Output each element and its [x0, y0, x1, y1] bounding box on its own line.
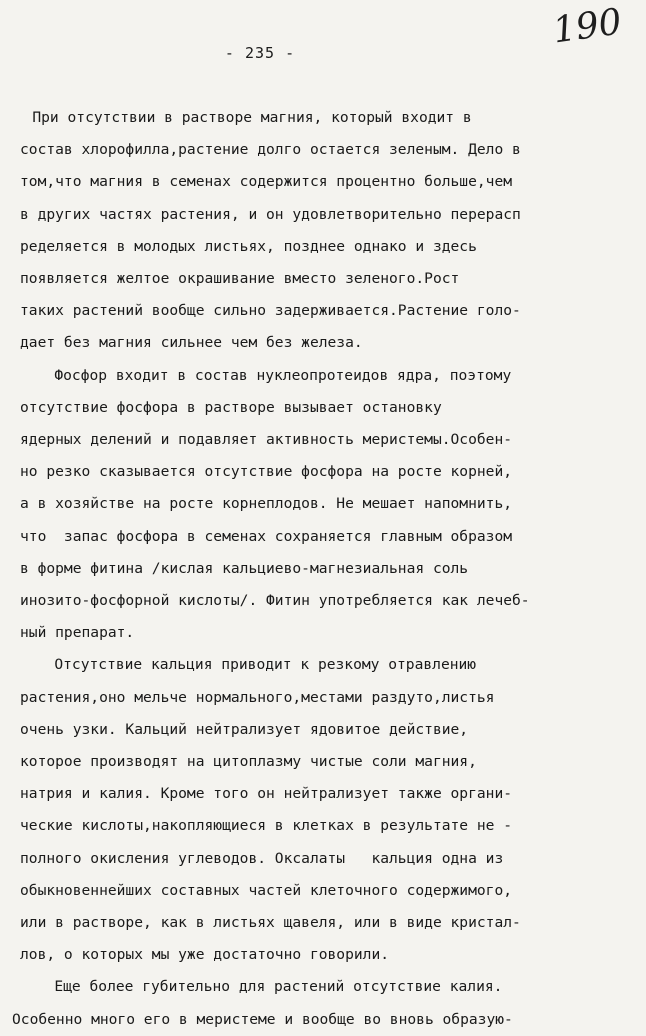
page-number: - 235 -: [224, 44, 296, 62]
text-line: но резко сказывается отсутствие фосфора на росте корней,: [20, 463, 513, 481]
text-line: таких растений вообще сильно задерживается.Растение голо-: [20, 302, 521, 320]
text-line: Еще более губительно для растений отсутствие калия.: [28, 978, 503, 996]
text-line: в других частях растения, и он удовлетворительно перерасп: [20, 205, 521, 223]
text-line: отсутствие фосфора в растворе вызывает остановку: [20, 398, 442, 416]
text-line: ческие кислоты,накопляющиеся в клетках в результате не -: [20, 817, 513, 835]
text-line: которое производят на цитоплазму чистые соли магния,: [20, 753, 477, 770]
text-line: инозито-фосфорной кислоты/. Фитин употребляется как лечеб-: [20, 592, 530, 609]
text-line: Отсутствие кальция приводит к резкому отравлению: [28, 656, 477, 674]
text-line: состав хлорофилла,растение долго остается зеленым. Дело в: [20, 141, 521, 159]
text-line: Особенно много его в меристеме и вообще во вновь образую-: [12, 1010, 513, 1028]
text-line: лов, о которых мы уже достаточно говорили.: [20, 946, 390, 964]
text-line: том,что магния в семенах содержится процентно больше,чем: [20, 173, 513, 191]
text-line: очень узки. Кальций нейтрализует ядовитое действие,: [20, 720, 469, 738]
text-line: полного окисления углеводов. Оксалаты кальция одна из: [20, 849, 504, 867]
text-line: в форме фитина /кислая кальциево-магнезиальная соль: [20, 559, 469, 577]
text-line: При отсутствии в растворе магния, который входит в: [6, 109, 472, 126]
text-line: ный препарат.: [20, 624, 135, 642]
text-line: натрия и калия. Кроме того он нейтрализует также органи-: [20, 785, 513, 803]
handwritten-page-number: 190: [550, 1, 625, 52]
text-line: появляется желтое окрашивание вместо зеленого.Рост: [20, 270, 460, 287]
text-line: ядерных делений и подавляет активность меристемы.Особен-: [20, 431, 513, 448]
text-line: или в растворе, как в листьях щавеля, или в виде кристал-: [20, 914, 521, 931]
text-line: Фосфор входит в состав нуклеопротеидов ядра, поэтому: [28, 366, 512, 384]
text-line: растения,оно мельче нормального,местами раздуто,листья: [20, 688, 495, 706]
text-line: а в хозяйстве на росте корнеплодов. Не мешает напомнить,: [20, 495, 513, 513]
text-line: что запас фосфора в семенах сохраняется главным образом: [20, 527, 513, 545]
text-line: ределяется в молодых листьях, позднее однако и здесь: [20, 237, 477, 255]
text-line: обыкновеннейших составных частей клеточного содержимого,: [20, 881, 513, 899]
text-line: дает без магния сильнее чем без железа.: [20, 334, 363, 352]
